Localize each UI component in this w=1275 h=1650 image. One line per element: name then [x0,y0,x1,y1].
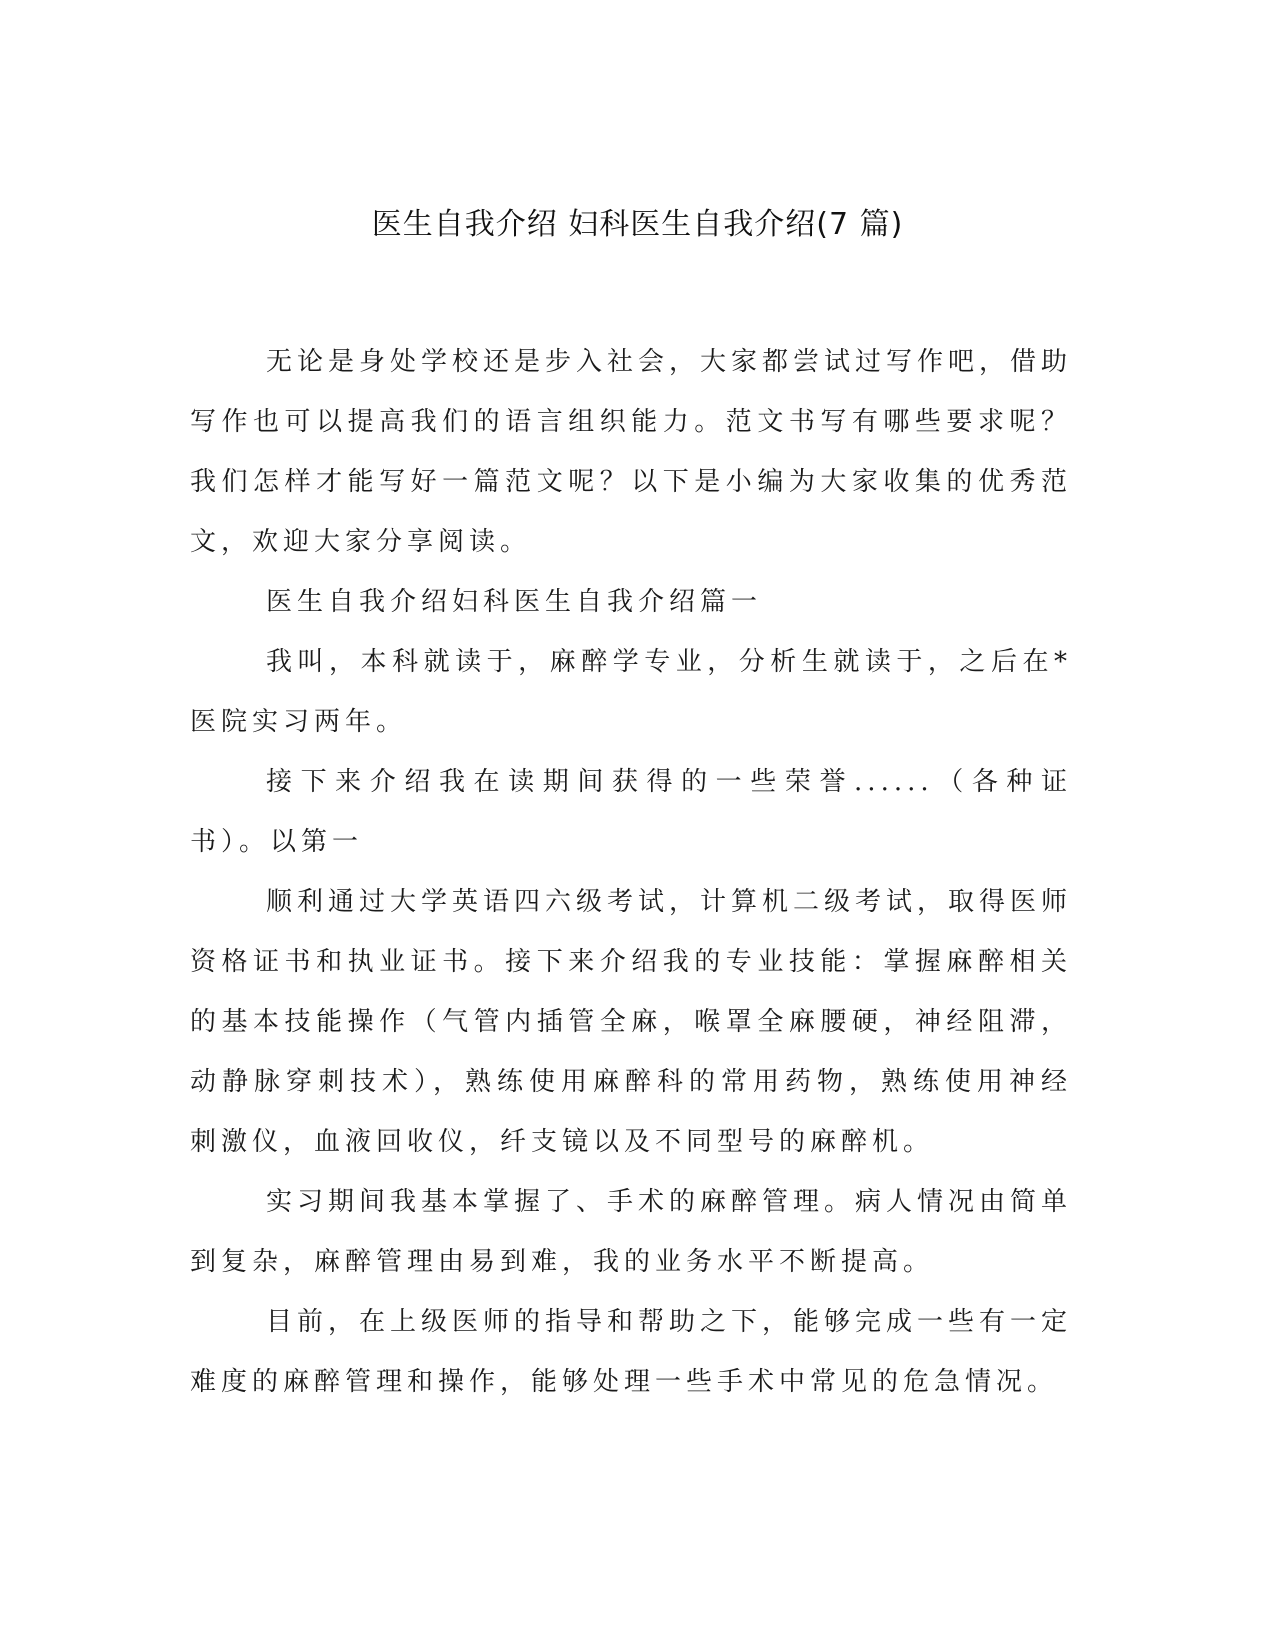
paragraph: 我叫，本科就读于，麻醉学专业，分析生就读于，之后在*医院实习两年。 [190,647,1072,737]
document-title: 医生自我介绍 妇科医生自我介绍(7 篇) [371,207,904,242]
paragraph: 顺利通过大学英语四六级考试，计算机二级考试，取得医师资格证书和执业证书。接下来介绍我的专业技能：掌握麻醉相关的基本技能操作（气管内插管全麻，喉罩全麻腰硬，神经阻滞，动静脉穿刺技术），熟练使用麻醉科的常用药物，熟练使用神经刺激仪，血液回收仪，纤支镜以及不同型号的麻醉机。 [190,887,1073,1157]
document-body [190,332,1072,1412]
section-heading: 医生自我介绍妇科医生自我介绍篇一 [266,587,763,617]
paragraph: 实习期间我基本掌握了、手术的麻醉管理。病人情况由简单到复杂，麻醉管理由易到难，我的业务水平不断提高。 [190,1187,1073,1277]
paragraph: 目前，在上级医师的指导和帮助之下，能够完成一些有一定难度的麻醉管理和操作，能够处理一些手术中常见的危急情况。 [190,1307,1073,1397]
paragraph: 接下来介绍我在读期间获得的一些荣誉......（各种证书）。以第一 [190,767,1072,857]
paragraph-intro: 无论是身处学校还是步入社会，大家都尝试过写作吧，借助写作也可以提高我们的语言组织能力。范文书写有哪些要求呢？我们怎样才能写好一篇范文呢？以下是小编为大家收集的优秀范文，欢迎大家分享阅读。 [190,347,1073,557]
